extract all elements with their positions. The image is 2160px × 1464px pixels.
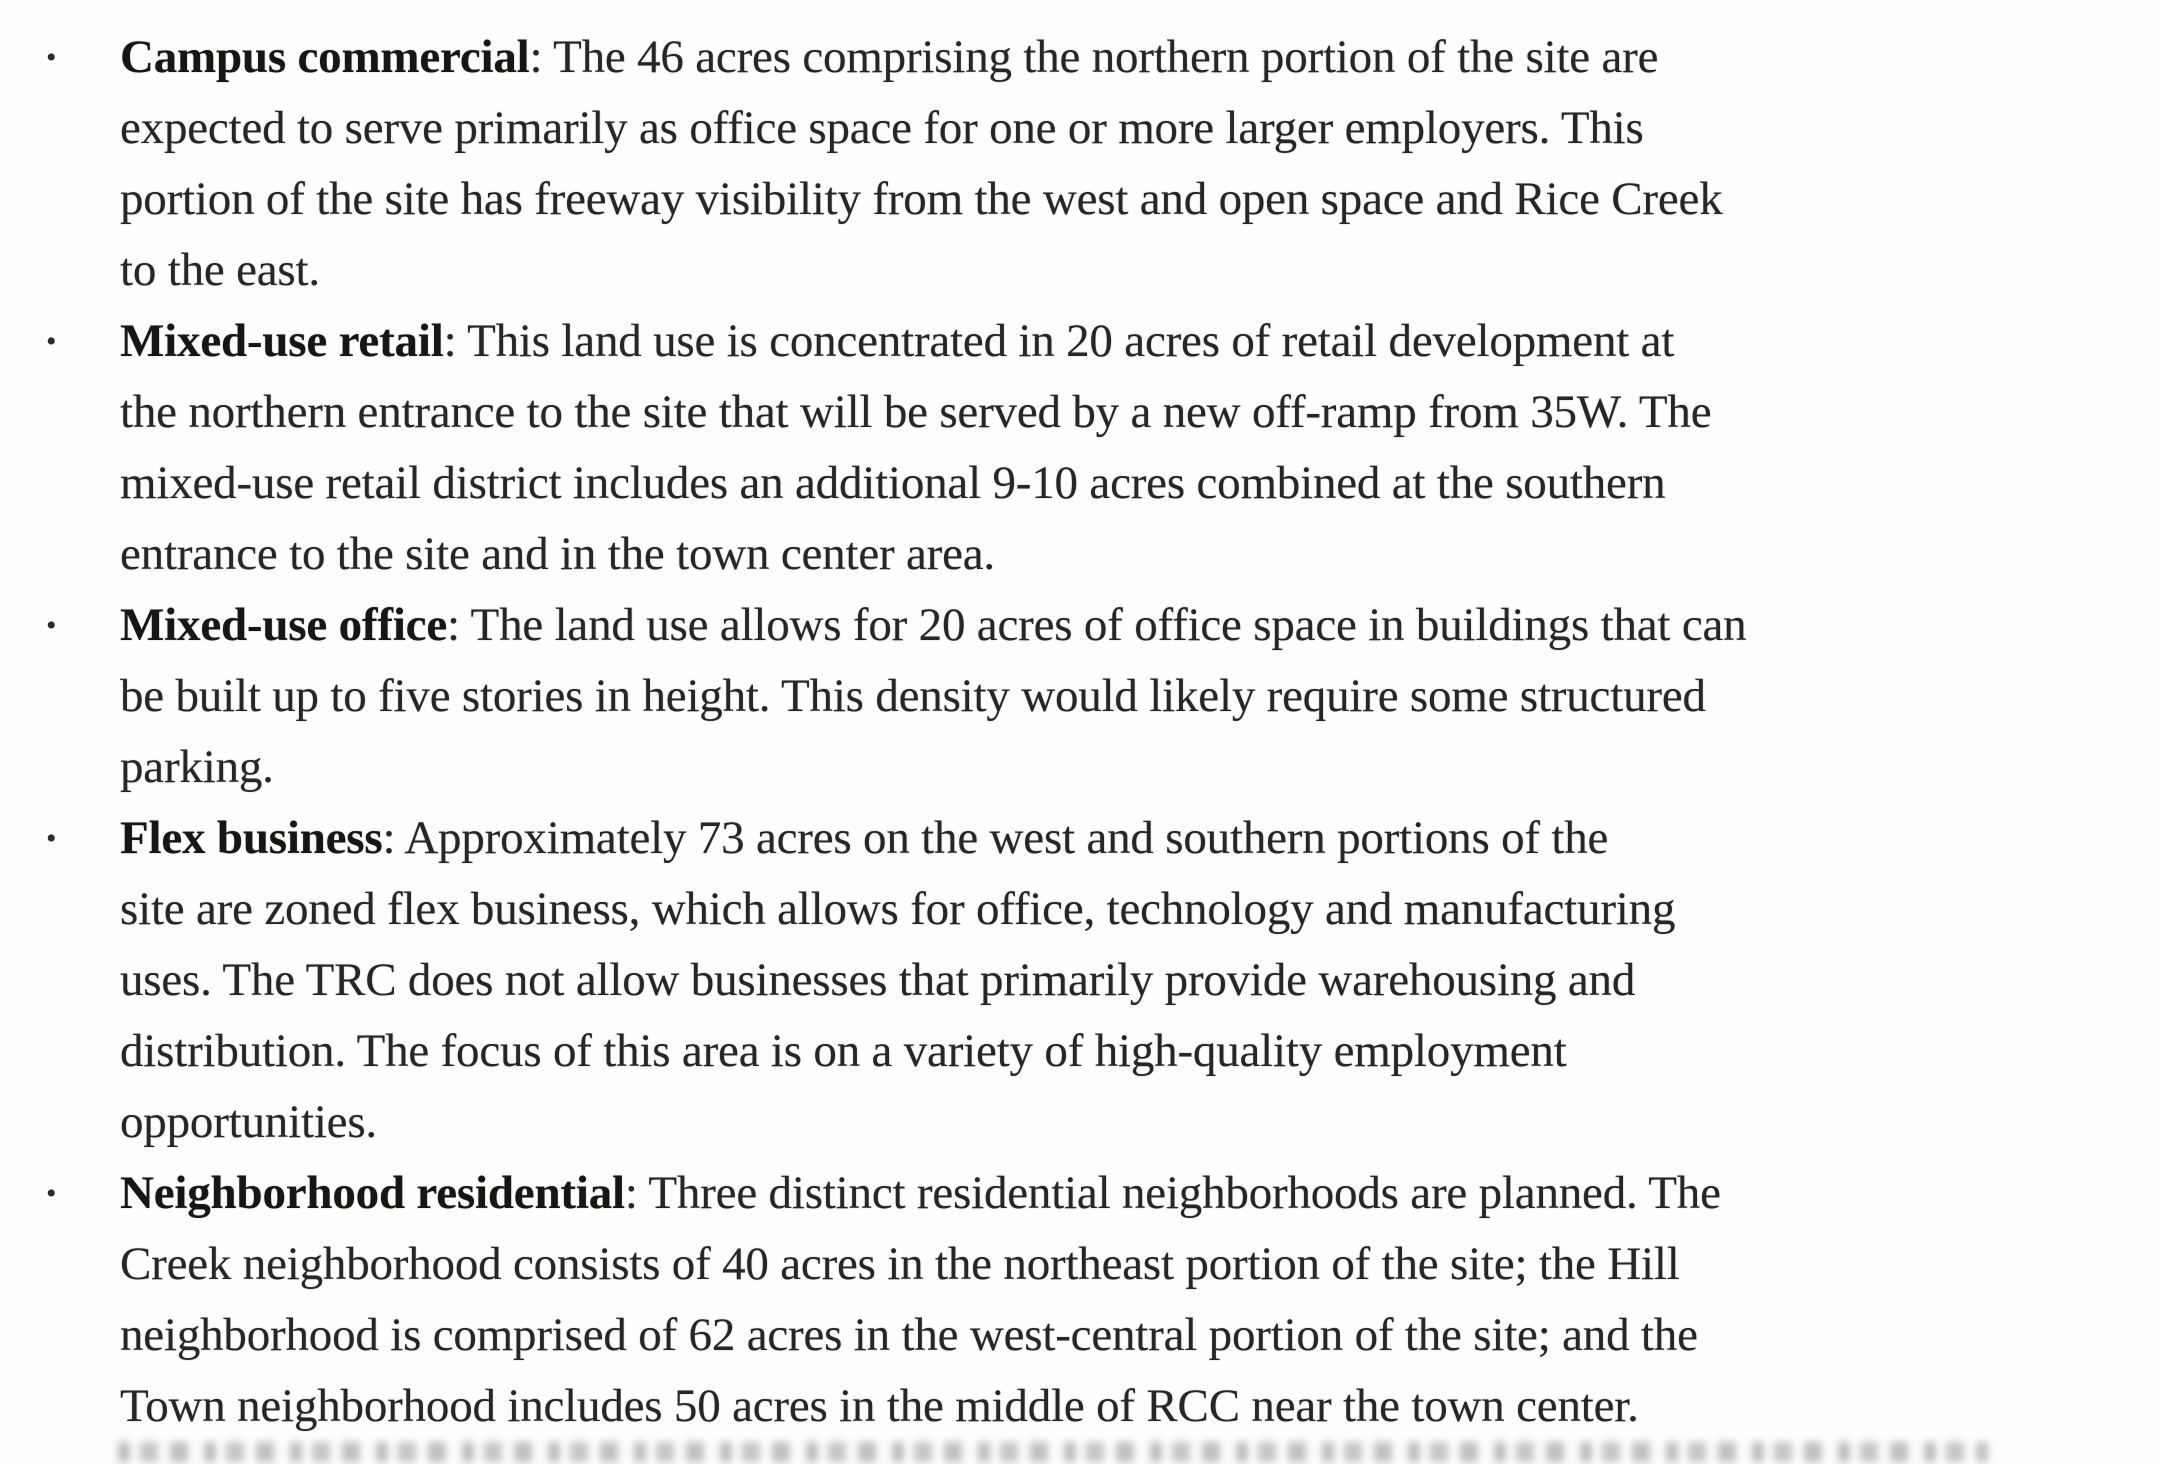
bullet-marker: •: [46, 1177, 57, 1210]
text-line: parking.: [120, 741, 274, 793]
list-item-neighborhood-residential: [0, 1158, 2160, 1442]
bullet-marker: •: [46, 609, 57, 642]
bullet-marker: •: [46, 822, 57, 855]
text-line: site are zoned flex business, which allows for office, technology and manufacturing: [120, 883, 1676, 935]
text-line: portion of the site has freeway visibility from the west and open space and Rice Creek: [120, 173, 1723, 225]
text-line: distribution. The focus of this area is on a variety of high-quality employment: [120, 1025, 1567, 1077]
bullet-term: Flex business: [120, 812, 383, 864]
document-page: [0, 22, 2160, 1442]
bullet-marker: •: [46, 325, 57, 358]
bullet-term: Mixed-use office: [120, 599, 447, 651]
text-line: the northern entrance to the site that will be served by a new off-ramp from 35W. The: [120, 386, 1712, 438]
text-line: [120, 306, 2100, 377]
list-item-flex-business: [0, 803, 2160, 1158]
text-line: Creek neighborhood consists of 40 acres in the northeast portion of the site; the Hill: [120, 1238, 1680, 1290]
text-line: mixed-use retail district includes an additional 9-10 acres combined at the southern: [120, 457, 1666, 509]
text-run: : This land use is concentrated in 20 acres of retail development at: [443, 315, 1675, 367]
text-line: [120, 803, 2100, 874]
text-run: : The land use allows for 20 acres of office space in buildings that can: [447, 599, 1747, 651]
text-line: [120, 590, 2100, 661]
text-line: uses. The TRC does not allow businesses that primarily provide warehousing and: [120, 954, 1636, 1006]
text-line: opportunities.: [120, 1096, 377, 1148]
truncated-next-line-artifact: [118, 1442, 1988, 1462]
bullet-term: Campus commercial: [120, 31, 530, 83]
text-run: : Approximately 73 acres on the west and southern portions of the: [382, 812, 1609, 864]
text-run: : The 46 acres comprising the northern portion of the site are: [529, 31, 1659, 83]
text-line: Town neighborhood includes 50 acres in the middle of RCC near the town center.: [120, 1380, 1639, 1432]
list-item-campus-commercial: [0, 22, 2160, 306]
bullet-marker: •: [46, 41, 57, 74]
text-line: be built up to five stories in height. This density would likely require some structured: [120, 670, 1706, 722]
list-item-mixed-use-office: [0, 590, 2160, 803]
text-line: neighborhood is comprised of 62 acres in the west-central portion of the site; and the: [120, 1309, 1698, 1361]
text-line: [120, 22, 2100, 93]
list-item-mixed-use-retail: [0, 306, 2160, 590]
text-run: : Three distinct residential neighborhoods are planned. The: [624, 1167, 1721, 1219]
bullet-term: Neighborhood residential: [120, 1167, 625, 1219]
text-line: entrance to the site and in the town center area.: [120, 528, 995, 580]
text-line: [120, 1158, 2100, 1229]
text-line: to the east.: [120, 244, 320, 296]
text-line: expected to serve primarily as office space for one or more larger employers. This: [120, 102, 1644, 154]
bullet-term: Mixed-use retail: [120, 315, 444, 367]
